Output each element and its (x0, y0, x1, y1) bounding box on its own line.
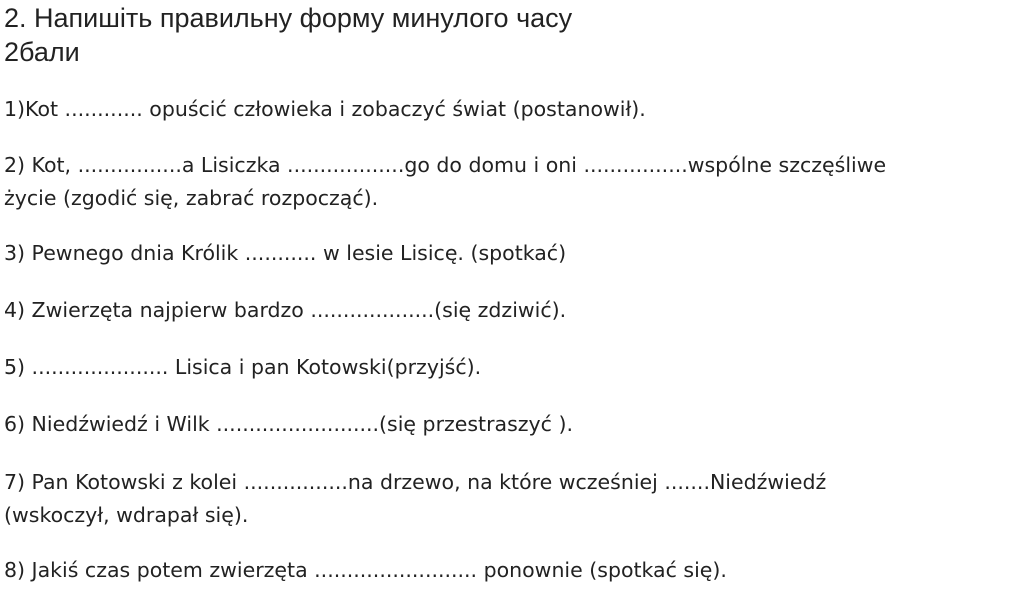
exercise-6 (4, 408, 573, 441)
exercise-line: 3) Pewnego dnia Królik ........... w lesie Lisicę. (spotkać) (4, 241, 567, 265)
exercise-line: 2) Kot, ................a Lisiczka ..................go do domu i oni ................wspólne szczęśliwe (4, 153, 887, 177)
exercise-7 (4, 466, 826, 532)
exercise-line: 8) Jakiś czas potem zwierzęta ......................... ponownie (spotkać się). (4, 558, 727, 582)
exercise-5 (4, 351, 481, 384)
exercise-1 (4, 93, 646, 126)
exercise-8 (4, 554, 727, 587)
task-title-line: 2. Напишіть правильну форму минулого часу (4, 3, 573, 33)
exercise-line: 6) Niedźwiedź i Wilk .........................(się przestraszyć ). (4, 412, 573, 436)
exercise-line: (wskoczył, wdrapał się). (4, 503, 249, 527)
exercise-line: 7) Pan Kotowski z kolei ................na drzewo, na które wcześniej .......Niedźwiedź (4, 470, 827, 494)
worksheet (4, 0, 1026, 598)
exercise-2 (4, 149, 886, 215)
exercise-line: życie (zgodić się, zabrać rozpocząć). (4, 186, 379, 210)
task-points: 2бали (4, 37, 80, 67)
exercise-line: 5) ..................... Lisica i pan Kotowski(przyjść). (4, 355, 482, 379)
exercise-line: 4) Zwierzęta najpierw bardzo ...................(się zdziwić). (4, 298, 567, 322)
exercise-3 (4, 237, 566, 270)
exercise-4 (4, 294, 566, 327)
task-title (4, 1, 572, 69)
exercise-line: 1)Kot ............ opuścić człowieka i zobaczyć świat (postanowił). (4, 97, 646, 121)
